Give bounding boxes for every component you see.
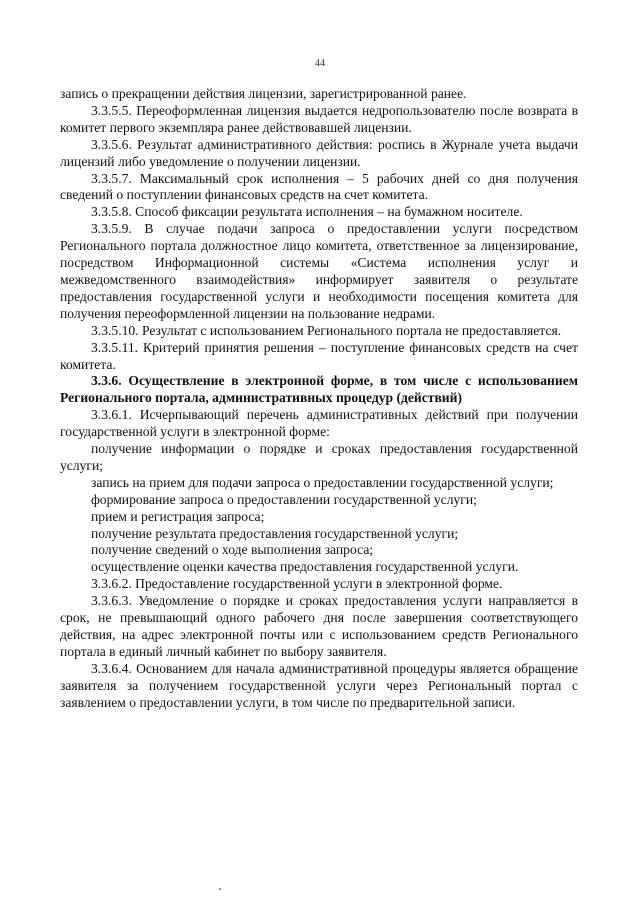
paragraph-3-3-5-10: 3.3.5.10. Результат с использованием Регионального портала не предоставляется. — [91, 322, 562, 338]
paragraph-3-3-5-9: 3.3.5.9. В случае подачи запроса о предоставлении услуги посредством Регионального портала должностное лицо комитета, ответственное за лицензирование, посредством Информационной системы «Система исполнения услуг и межведомственного взаимодействия» информирует заявителя о результате предоставления государственной услуги и необходимости посещения комитета для получения переоформленной лицензии на пользование недрами. — [60, 221, 578, 321]
section-heading-3-3-6: 3.3.6. Осуществление в электронной форме, в том числе с использованием Регионального портала, административных процедур (действий) — [60, 373, 578, 406]
paragraph-3-3-6-1: 3.3.6.1. Исчерпывающий перечень административных действий при получении государственной услуги в электронной форме: — [60, 407, 578, 440]
paragraph-3-3-6-3: 3.3.6.3. Уведомление о порядке и сроках предоставления услуги направляется в срок, не превышающий одного рабочего дня после завершения соответствующего действия, на адрес электронной почты или с использованием средств Регионального портала в единый личный кабинет по выбору заявителя. — [60, 593, 578, 659]
paragraph-3-3-6-4: 3.3.6.4. Основанием для начала административной процедуры является обращение заявителя за получением государственной услуги через Региональный портал с заявлением о предоставлении услуги, в том числе по предварительной записи. — [60, 660, 578, 710]
page-number: 44 — [315, 58, 325, 69]
paragraph-3-3-6-2: 3.3.6.2. Предоставление государственной услуги в электронной форме. — [91, 576, 503, 592]
paragraph-3-3-5-11: 3.3.5.11. Критерий принятия решения – поступление финансовых средств на счет комитета. — [60, 339, 578, 372]
scan-artifact — [219, 888, 221, 890]
list-item: получение информации о порядке и сроках предоставления государственной услуги; — [60, 441, 578, 473]
list-item: прием и регистрация запроса; — [91, 508, 265, 524]
list-item: получение сведений о ходе выполнения запроса; — [91, 542, 374, 558]
paragraph-3-3-5-8: 3.3.5.8. Способ фиксации результата исполнения – на бумажном носителе. — [91, 204, 523, 220]
paragraph-continuation: запись о прекращении действия лицензии, зарегистрированной ранее. — [60, 86, 467, 101]
list-item: запись на прием для подачи запроса о предоставлении государственной услуги; — [91, 474, 554, 490]
paragraph-3-3-5-5: 3.3.5.5. Переоформленная лицензия выдается недропользователю после возврата в комитет первого экземпляра ранее действовавшей лицензии. — [60, 102, 578, 135]
list-item: формирование запроса о предоставлении государственной услуги; — [91, 491, 477, 507]
list-item: осуществление оценки качества предоставления государственной услуги. — [91, 559, 519, 575]
paragraph-3-3-5-7: 3.3.5.7. Максимальный срок исполнения – 5 рабочих дней со дня получения сведений о поступлении финансовых средств на счет комитета. — [60, 170, 578, 203]
document-body — [60, 86, 578, 712]
list-item: получение результата предоставления государственной услуги; — [91, 525, 459, 541]
paragraph-3-3-5-6: 3.3.5.6. Результат административного действия: роспись в Журнале учета выдачи лицензий либо уведомление о получении лицензии. — [60, 136, 578, 169]
